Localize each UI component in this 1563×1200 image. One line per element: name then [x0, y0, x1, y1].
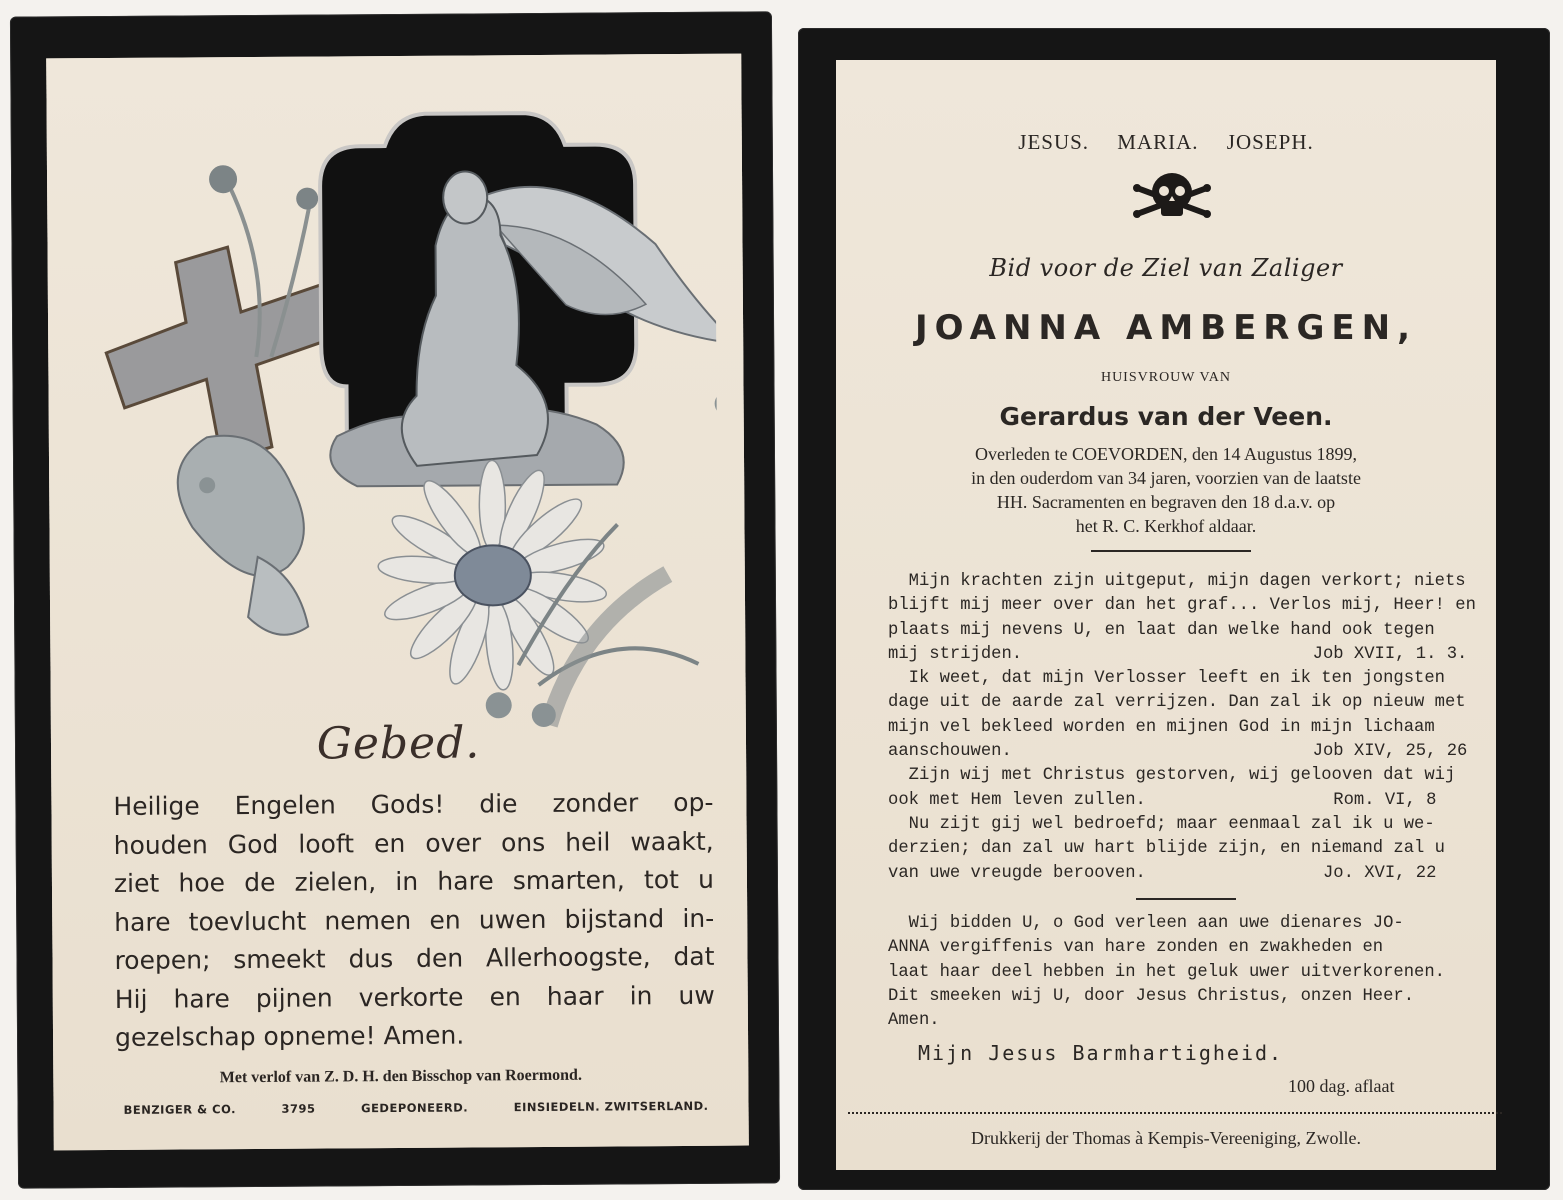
- publisher-registered: GEDEPONEERD.: [361, 1100, 469, 1116]
- prayer-line: gezelschap opneme! Amen.: [114, 1020, 465, 1052]
- cross-icon: [106, 246, 345, 463]
- death-line: HH. Sacramenten en begraven den 18 d.a.v. op: [996, 492, 1336, 512]
- prayer-line: hare toevlucht nemen en uwen bijstand in-: [114, 903, 715, 937]
- verse-line: derzien; dan zal uw hart blijde zijn, en niemand zal u: [888, 839, 1445, 859]
- permission-line: Met verlof van Z. D. H. den Bisschop van Roermond.: [219, 1066, 582, 1087]
- scripture-verses: [888, 570, 1488, 886]
- printer-credit: Drukkerij der Thomas à Kempis-Vereeniging, Zwolle.: [970, 1128, 1362, 1148]
- ejaculation-prayer: Mijn Jesus Barmhartigheid.: [918, 1041, 1284, 1065]
- closing-line: Wij bidden U, o God verleen aan uwe dienares JO-: [888, 914, 1404, 933]
- verse-line: ook met Hem leven zullen. Rom. VI, 8: [888, 790, 1488, 810]
- verse-line: van uwe vreugde berooven. Jo. XVI, 22: [888, 863, 1488, 883]
- verse-line: dage uit de aarde zal verrijzen. Dan zal ik op nieuw met: [888, 693, 1466, 713]
- card-paper: [46, 54, 749, 1151]
- verse-line: mij strijden. Job XVII, 1. 3.: [888, 644, 1488, 664]
- divider: [1136, 898, 1236, 900]
- indulgence-note: 100 dag. aflaat: [1288, 1076, 1395, 1096]
- prayer-intro: Bid voor de Ziel van Zaliger: [989, 254, 1343, 282]
- divider: [1091, 550, 1251, 552]
- death-line: in den ouderdom van 34 jaren, voorzien van de laatste: [971, 468, 1361, 488]
- card-header: JESUS. MARIA. JOSEPH.: [1018, 130, 1314, 154]
- closing-prayer: [888, 912, 1488, 1033]
- prayer-line: ziet hoe de zielen, in hare smarten, tot u: [113, 864, 715, 898]
- closing-line: laat haar deel hebben in het geluk uwer uitverkorenen.: [888, 962, 1445, 982]
- publisher-line: [124, 1099, 709, 1117]
- death-line: Overleden te COEVORDEN, den 14 Augustus 1899,: [975, 444, 1357, 464]
- death-line: het R. C. Kerkhof aldaar.: [1075, 516, 1257, 536]
- prayer-card-back: [798, 28, 1550, 1190]
- closing-line: ANNA vergiffenis van hare zonden en zwakheden en: [888, 938, 1384, 958]
- deceased-name: JOANNA AMBERGEN,: [915, 308, 1417, 348]
- verse-line: mijn vel bekleed worden en mijnen God in mijn lichaam: [888, 717, 1435, 737]
- prayer-text: [113, 784, 715, 1058]
- angel-illustration: [95, 104, 719, 748]
- publisher-place: EINSIEDELN. ZWITSERLAND.: [513, 1098, 709, 1115]
- publisher-number: 3795: [281, 1101, 316, 1116]
- verse-line: blijft mij meer over dan het graf... Verlos mij, Heer! en: [888, 596, 1476, 616]
- verse-line: aanschouwen. Job XIV, 25, 26: [888, 742, 1488, 762]
- prayer-line: roepen; smeekt dus den Allerhoogste, dat: [114, 941, 715, 975]
- prayer-title: Gebed.: [316, 717, 481, 770]
- dotted-divider: [848, 1112, 1502, 1114]
- verse-line: Ik weet, dat mijn Verlosser leeft en ik ten jongsten: [888, 669, 1445, 689]
- verse-line: Mijn krachten zijn uitgeput, mijn dagen verkort; niets: [888, 572, 1466, 591]
- prayer-line: Hij hare pijnen verkorte en haar in uw: [114, 980, 715, 1014]
- verse-line: plaats mij nevens U, en laat dan welke hand ook tegen: [888, 620, 1435, 640]
- verse-line: Zijn wij met Christus gestorven, wij gelooven dat wij: [888, 766, 1456, 786]
- verse-line: Nu zijt gij wel bedroefd; maar eenmaal zal ik u we-: [888, 814, 1435, 834]
- prayer-line: Heilige Engelen Gods! die zonder op-: [113, 787, 714, 821]
- death-notice: [836, 442, 1496, 538]
- prayer-card-front: [10, 11, 780, 1188]
- publisher-name: BENZIGER & CO.: [123, 1102, 236, 1117]
- card-paper: [836, 60, 1496, 1170]
- prayer-line: houden God looft en over ons heil waakt,: [113, 826, 714, 860]
- husband-name: Gerardus van der Veen.: [999, 402, 1333, 431]
- closing-line: Dit smeeken wij U, door Jesus Christus, onzen Heer.: [888, 986, 1415, 1006]
- skull-crossbones-icon: [1133, 168, 1211, 230]
- relation-label: HUISVROUW VAN: [1100, 370, 1232, 385]
- closing-line: Amen.: [888, 1011, 940, 1031]
